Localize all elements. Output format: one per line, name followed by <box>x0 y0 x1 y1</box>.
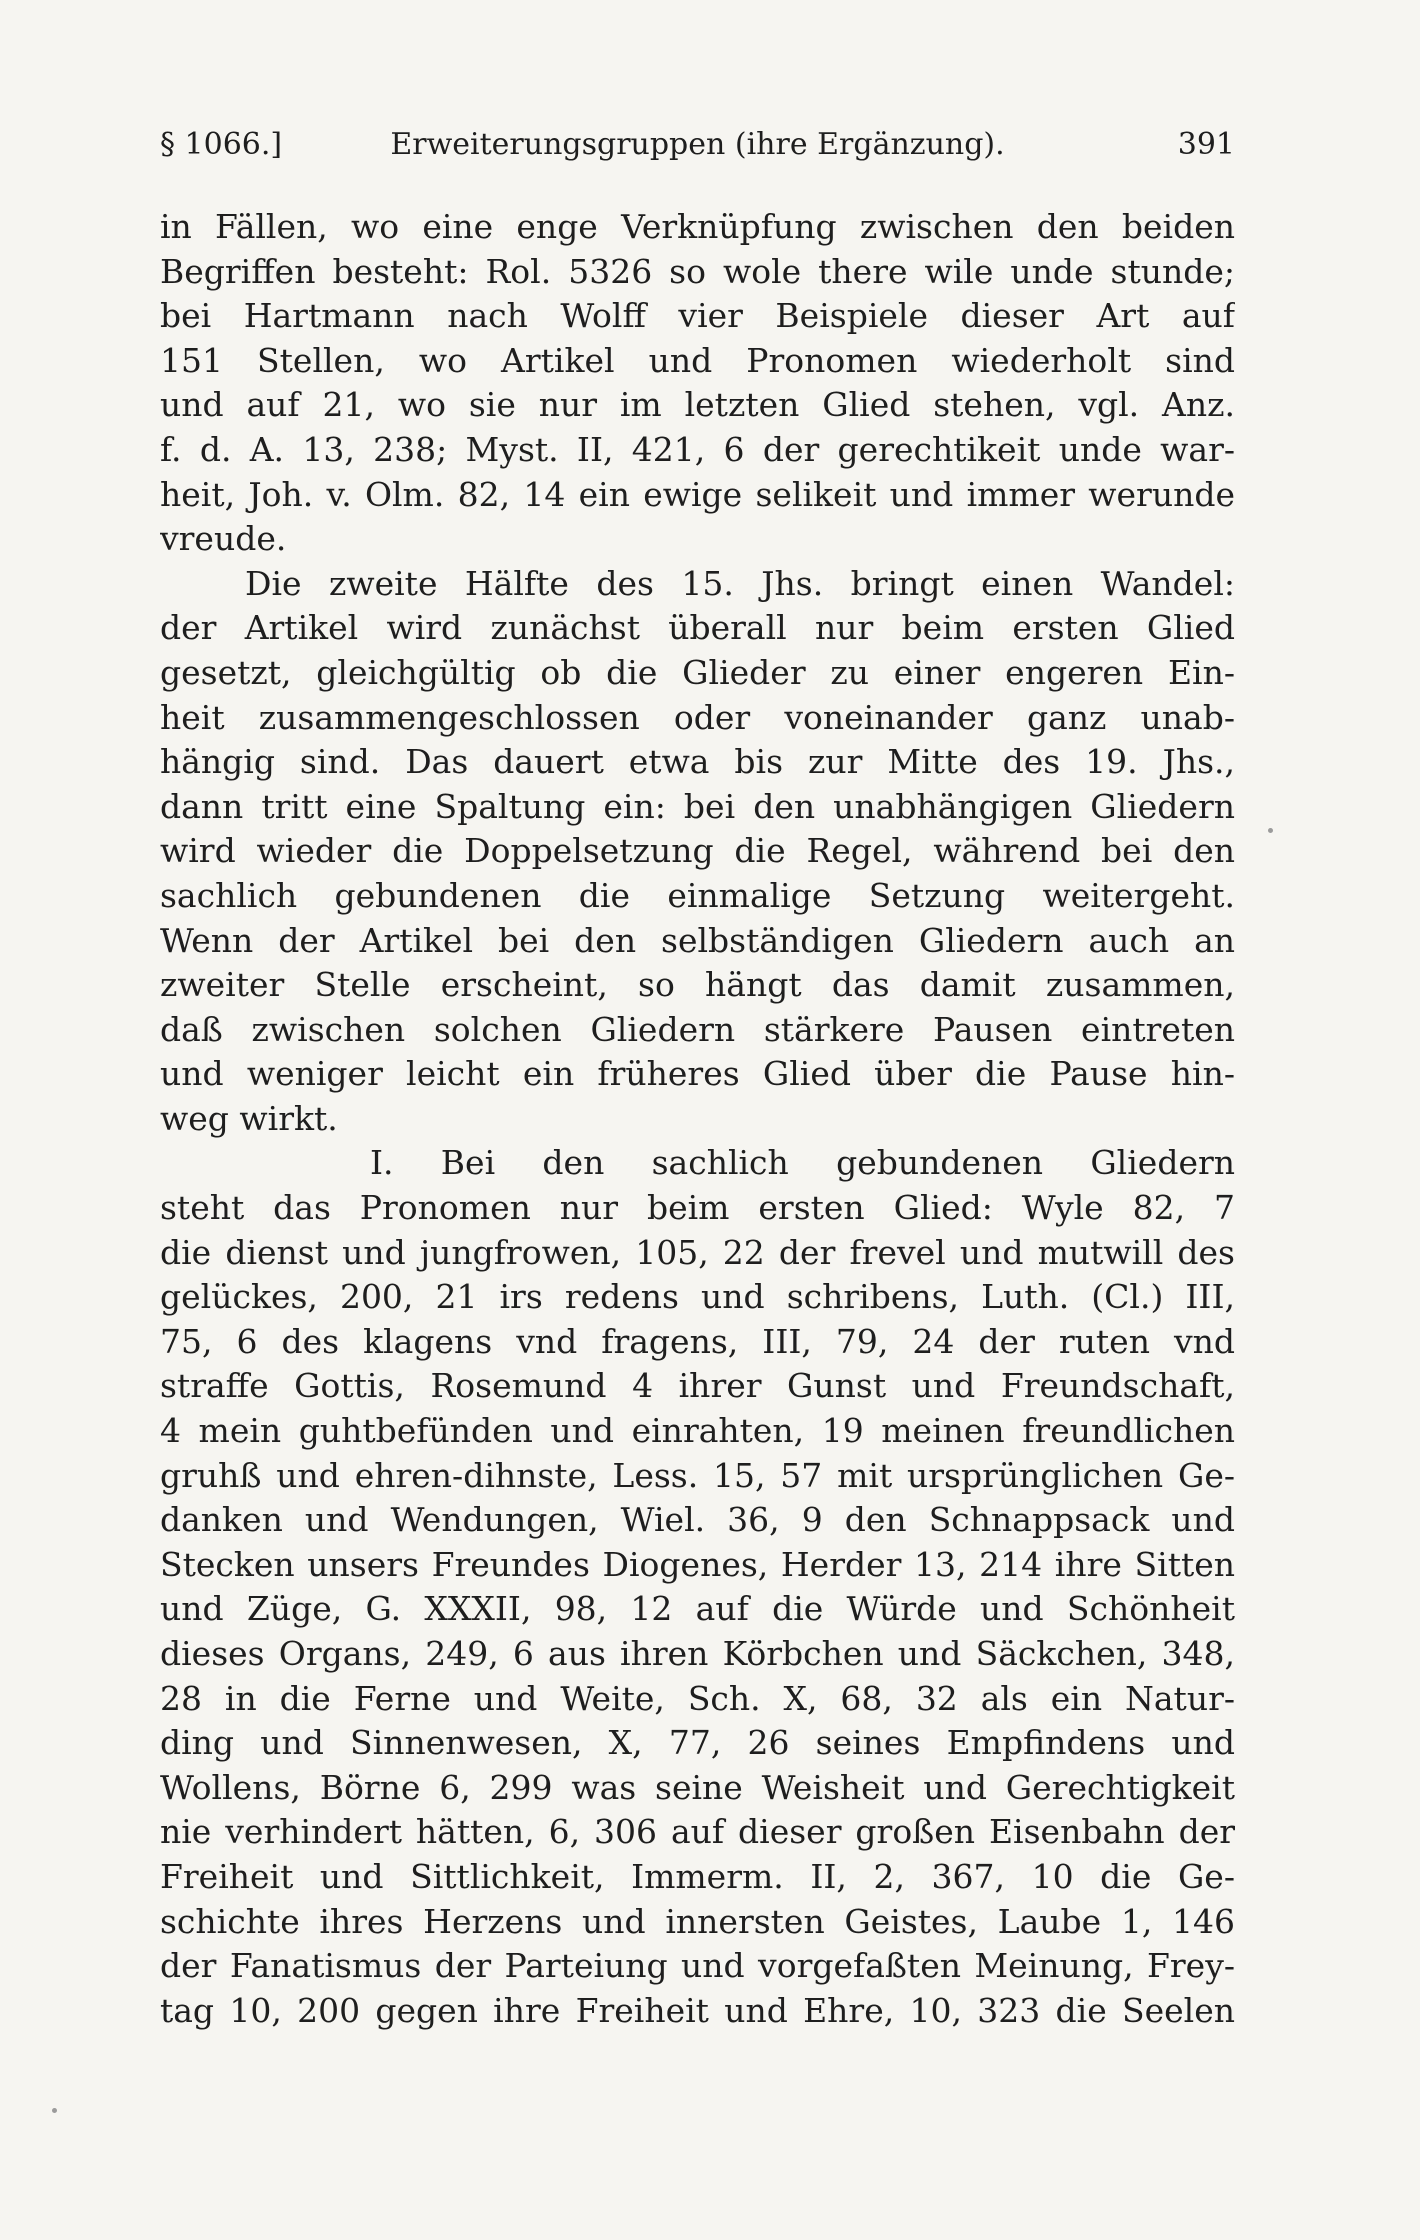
text-line: 75, 6 des klagens vnd fragens, III, 79, 24 der ruten vnd <box>160 1321 1235 1361</box>
text-line: Begriffen besteht: Rol. 5326 so wole there wile unde stunde; <box>160 251 1235 291</box>
text-line: Wenn der Artikel bei den selbständigen Gliedern auch an <box>160 920 1235 960</box>
text-line: ding und Sinnenwesen, X, 77, 26 seines Empfindens und <box>160 1723 1235 1763</box>
paper-speck <box>52 2108 57 2113</box>
text-line: und weniger leicht ein früheres Glied über die Pause hin- <box>160 1054 1235 1094</box>
text-line: wird wieder die Doppelsetzung die Regel, während bei den <box>160 831 1235 871</box>
text-line: steht das Pronomen nur beim ersten Glied: Wyle 82, 7 <box>160 1188 1235 1228</box>
text-line: 151 Stellen, wo Artikel und Pronomen wiederholt sind <box>160 340 1235 380</box>
text-line: und auf 21, wo sie nur im letzten Glied stehen, vgl. Anz. <box>160 385 1235 425</box>
page-number: 391 <box>1177 127 1235 162</box>
text-line: bei Hartmann nach Wolff vier Beispiele dieser Art auf <box>160 296 1235 336</box>
text-line: und Züge, G. XXXII, 98, 12 auf die Würde und Schönheit <box>160 1589 1235 1629</box>
text-line: daß zwischen solchen Gliedern stärkere Pausen eintreten <box>160 1009 1235 1049</box>
text-line: der Fanatismus der Parteiung und vorgefaßten Meinung, Frey- <box>160 1946 1235 1986</box>
text-line: 4 mein guhtbefünden und einrahten, 19 meinen freundlichen <box>160 1411 1235 1451</box>
paragraph-first-line: Die zweite Hälfte des 15. Jhs. bringt einen Wandel: <box>245 563 1235 603</box>
text-line: heit zusammengeschlossen oder voneinander ganz unab- <box>160 697 1235 737</box>
text-line: tag 10, 200 gegen ihre Freiheit und Ehre, 10, 323 die Seelen <box>160 1990 1235 2030</box>
paper-speck <box>1268 828 1273 833</box>
text-line: gruhß und ehren-dihnste, Less. 15, 57 mit ursprünglichen Ge- <box>160 1455 1235 1495</box>
text-line: Stecken unsers Freundes Diogenes, Herder 13, 214 ihre Sitten <box>160 1544 1235 1584</box>
text-line: Freiheit und Sittlichkeit, Immerm. II, 2, 367, 10 die Ge- <box>160 1856 1235 1896</box>
text-line: 28 in die Ferne und Weite, Sch. X, 68, 32 als ein Natur- <box>160 1678 1235 1718</box>
text-line: gelückes, 200, 21 irs redens und schribens, Luth. (Cl.) III, <box>160 1277 1235 1317</box>
section-reference: § 1066.] <box>160 127 283 162</box>
text-line: vreude. <box>160 519 287 559</box>
text-line: gesetzt, gleichgültig ob die Glieder zu einer engeren Ein- <box>160 652 1235 692</box>
running-header <box>160 120 1235 170</box>
running-title: Erweiterungsgruppen (ihre Ergänzung). <box>390 127 1005 162</box>
text-line: danken und Wendungen, Wiel. 36, 9 den Schnappsack und <box>160 1500 1235 1540</box>
text-line: Wollens, Börne 6, 299 was seine Weisheit und Gerechtigkeit <box>160 1767 1235 1807</box>
text-line: straffe Gottis, Rosemund 4 ihrer Gunst und Freundschaft, <box>160 1366 1235 1406</box>
text-line: weg wirkt. <box>160 1098 338 1138</box>
text-line: dann tritt eine Spaltung ein: bei den unabhängigen Gliedern <box>160 786 1235 826</box>
text-line: zweiter Stelle erscheint, so hängt das damit zusammen, <box>160 965 1235 1005</box>
text-line: schichte ihres Herzens und innersten Geistes, Laube 1, 146 <box>160 1901 1235 1941</box>
text-line: nie verhindert hätten, 6, 306 auf dieser großen Eisenbahn der <box>160 1812 1235 1852</box>
text-line: dieses Organs, 249, 6 aus ihren Körbchen und Säckchen, 348, <box>160 1634 1235 1673</box>
text-line: hängig sind. Das dauert etwa bis zur Mitte des 19. Jhs., <box>160 742 1235 782</box>
text-line: in Fällen, wo eine enge Verknüpfung zwischen den beiden <box>160 207 1235 246</box>
body-text <box>160 205 1235 2033</box>
text-line: die dienst und jungfrowen, 105, 22 der frevel und mutwill des <box>160 1232 1235 1272</box>
text-line: heit, Joh. v. Olm. 82, 14 ein ewige selikeit und immer werunde <box>160 474 1235 514</box>
text-line: sachlich gebundenen die einmalige Setzung weitergeht. <box>160 875 1235 915</box>
paragraph-first-line: I. Bei den sachlich gebundenen Gliedern <box>370 1143 1235 1183</box>
text-line: f. d. A. 13, 238; Myst. II, 421, 6 der gerechtikeit unde war- <box>160 429 1235 469</box>
text-line: der Artikel wird zunächst überall nur beim ersten Glied <box>160 608 1235 648</box>
